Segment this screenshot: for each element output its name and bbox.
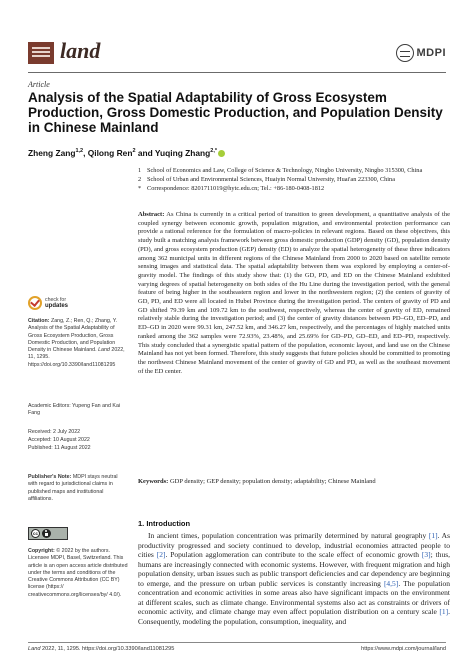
citation-text: Zang, Z.; Ren, Q.; Zhang, Y. Analysis of the Spatial Adaptability of Gross Ecosystem Production, Gross Domestic Production, and Population Density in Chinese Mainland. [28,318,118,354]
affiliation-number: 2 [138,176,142,183]
footer-doi[interactable]: 2022, 11, 1295. https://doi.org/10.3390/land11081295 [42,646,175,652]
author-separator: , [83,148,88,158]
citation-link[interactable]: [1] [428,531,438,540]
cc-icon: cc [32,531,38,536]
check-for-updates-badge[interactable] [28,296,68,310]
orcid-icon[interactable] [218,150,225,157]
affiliation [138,176,458,184]
body-text: . Population agglomeration can contribute to the scale effect of economic growth [165,550,422,560]
date-received: Received: 2 July 2022 [28,429,81,435]
body-text: In ancient times, population concentration was primarily determined by natural geography [148,531,429,540]
header-divider [28,72,446,73]
author-separator: and [135,148,155,158]
publisher-note-label: Publisher's Note: [28,474,72,480]
date-accepted: Accepted: 10 August 2022 [28,437,90,443]
footer-divider [28,642,446,643]
body-text: ; thus, humans are increasingly connected with economic systems. However, with frequent migration and high population density, urban issues such as public transport deficiencies and car dependency are beginning to emerge, and the pressure on urban public services is constantly increasing [138,550,450,588]
footer-citation [28,646,174,652]
check-updates-subtitle: updates [45,303,69,309]
body-text: . The population concentration and economic activities in some areas also have significant impacts on the environment at different scales, such as climate change. Environmental systems also act as constraints or drivers of economic activity, and climate change may even affect population distribution on a century scale [138,578,450,617]
article-title: Analysis of the Spatial Adaptability of Gross Ecosystem Production, Gross Domestic Production, and Population Density in Chinese Mainland [28,90,443,135]
author-affil-sup: 2 [132,148,136,155]
introduction-paragraph [138,531,450,626]
citation-link[interactable]: [4,5] [383,578,399,588]
author-affil-sup: 2,* [210,148,218,155]
keywords [138,478,450,487]
publisher-note [28,474,128,503]
abstract-label: Abstract: [138,211,165,218]
page-footer [28,646,446,652]
copyright-text: © 2022 by the authors. Licensee MDPI, Basel, Switzerland. This article is an open access article distributed under the terms and conditions of the Creative Commons Attribution (CC BY) license (https:// creativecommons.org/licenses/by/ 4.0/). [28,548,128,598]
journal-logo-icon [28,42,54,64]
academic-editors: Academic Editors: Yupeng Fan and Kai Fang [28,403,121,417]
footer-journal-url[interactable]: https://www.mdpi.com/journal/land [361,646,446,652]
footer-journal: Land [28,646,41,652]
date-published: Published: 11 August 2022 [28,445,91,451]
author-name[interactable]: Zheng Zang [28,148,76,158]
check-updates-icon [28,296,42,310]
body-text: . Consequently, modeling the population, consumption, inequality, and [138,607,450,626]
publisher-logo[interactable] [396,44,447,62]
journal-name: land [60,38,101,63]
citation-link[interactable]: [1] [439,607,449,617]
copyright [28,548,128,599]
keywords-text: GDP density; GEP density; population density; adaptability; Chinese Mainland [169,478,376,485]
article-type: Article [28,80,50,89]
copyright-label: Copyright: [28,548,55,554]
author-affil-sup: 1,2 [75,148,84,155]
citation-doi[interactable]: 2022, 11, 1295. https://doi.org/10.3390/land11081295 [28,347,125,368]
body-text: . As productivity progressed and society continued to develop, industrial economies attracted people to cities [138,531,450,560]
affiliation [138,167,458,175]
author-name[interactable]: Yuqing Zhang [154,148,211,158]
citation-link[interactable]: [2] [156,550,166,560]
check-updates-title: check for [45,297,67,303]
abstract [138,211,450,376]
affiliation-number: 1 [138,167,142,174]
affiliation-text: School of Urban and Environmental Sciences, Huaiyin Normal University, Huai'an 223300, China [147,176,396,183]
affiliation-text[interactable]: Correspondence: 8201711019@hytc.edu.cn; Tel.: +86-180-0408-1812 [147,185,325,192]
citation-journal: Land [98,347,110,354]
citation-label: Citation: [28,318,50,324]
affiliation-number: * [138,185,142,192]
correspondence [138,185,458,193]
author-list [28,148,225,158]
attribution-icon [42,529,51,538]
cc-license-badge[interactable] [28,527,68,540]
publisher-name: MDPI [416,47,446,59]
mdpi-logo-icon [396,44,414,62]
citation [28,318,128,369]
publisher-note-text: MDPI stays neutral with regard to jurisdictional claims in published maps and institutional affiliations. [28,474,118,502]
journal-header [28,40,446,70]
keywords-label: Keywords: [138,478,169,485]
abstract-text: As China is currently in a critical period of transition to green development, a quantitative analysis of the coupled synergy between economic growth, population migration, and environmental protection performance can provide a rational reference for the formulation of macro-policies in relevant regions. Based on these objectives, this study built a matching analysis framework between gross domestic production (GDP) density (GD), population density (PD), and gross ecosystem production (GEP) density (ED) to analyze the spatial heterogeneity of these three indicators among 362 municipal units in different regions of the Chinese Mainland from 2000 to 2020 based on satellite remote sensing images and statistical data. The spatial adaptability between them was explored by employing a center-of-gravity model. The findings of this study show that: (1) the GD, PD, and ED on the Chinese Mainland exhibited varying degrees of spatial heterogeneity on both sides of the Hu Line during the investigation period, with the general feature of being higher in the southeastern region and lower in the northwestern region; (2) the centers of gravity of GD, PD, and ED were all located in Hubei Province during the investigation period. The centers of gravity of PD and GD shifted 79.39 km and 109.72 km to the southwest, respectively, whereas the center of gravity of ED, remained relatively stable during the investigation period; and (3) the center of gravity distances between PD–GD, ED–PD, and ED–GD in 2020 were 99.31 km, 247.52 km, and 346.27 km, respectively, and the percentages of highly matched units ranked among the 362 samples were 72.93%, 23.48%, and 25.69% for GD–PD, GD–ED, and ED–PD, respectively. This study concluded that a synergistic spatial pattern of the population, economic layout, and land use on the Chinese Mainland has not yet been formed. Therefore, this study suggests that future policies should be committed to promoting the northwest Chinese Mainland movement of the center of gravity of GD and PD, as well as the southeast movement of the ED center. [138,211,450,375]
section-heading: 1. Introduction [138,519,191,528]
citation-link[interactable]: [3] [421,550,431,560]
affiliation-text: School of Economics and Law, College of Science & Technology, Ningbo University, Ningbo 315300, China [147,167,423,174]
author-name[interactable]: Qilong Ren [87,148,133,158]
check-updates-text [45,297,68,309]
